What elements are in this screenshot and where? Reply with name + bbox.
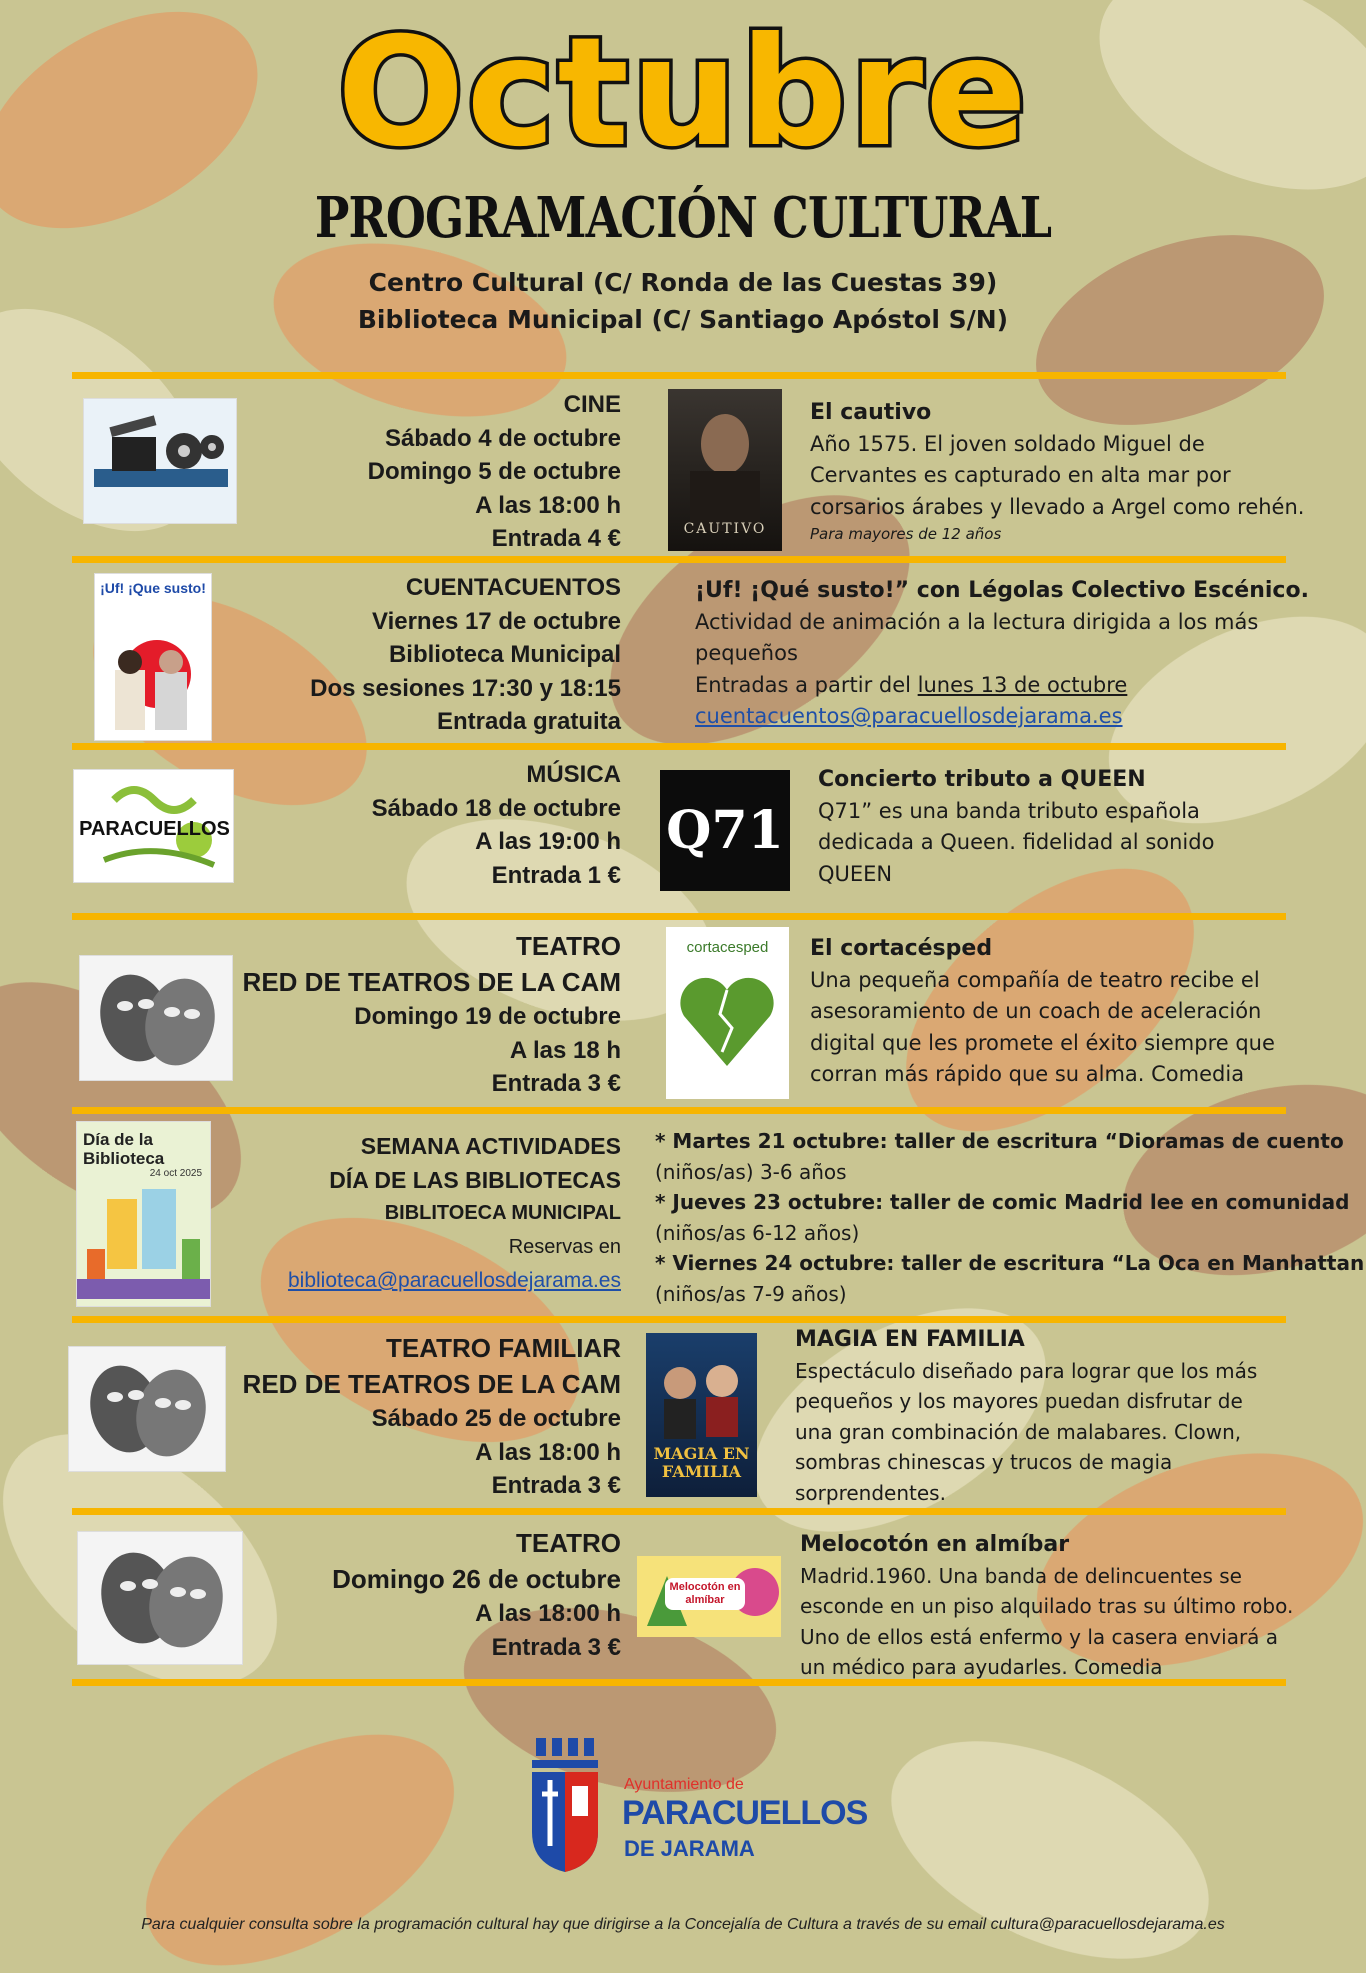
event-info-cine [368,388,621,556]
workshop-item: * Jueves 23 octubre: taller de comic Madrid lee en comunidad [655,1190,1350,1214]
event-date: Viernes 17 de octubre [372,607,621,635]
event-time: A las 18:00 h [475,1438,621,1466]
event-title: ¡Uf! ¡Qué susto!” con Légolas Colectivo Escénico. [695,578,1309,603]
event-date: Domingo 19 de octubre [354,1003,621,1030]
theater-masks-icon [68,1346,226,1472]
poster-el-cautivo [668,389,782,551]
theater-masks-icon [79,955,233,1081]
event-date: Domingo 5 de octubre [367,458,621,485]
event-description-line: pequeños [695,641,798,665]
divider [72,743,1286,750]
divider [72,556,1286,563]
event-description-line: Madrid.1960. Una banda de delincuentes se [800,1563,1242,1588]
entry-info: Entradas a partir del lunes 13 de octubre [695,672,1128,697]
event-description-line: dedicada a Queen. fidelidad al sonido [818,830,1215,854]
poster-title: Melocotón en almíbar [665,1578,745,1610]
event-price: Entrada 4 € [491,525,621,552]
page-title: Octubre [336,6,1029,180]
thumb-title: Día de la Biblioteca [83,1130,165,1168]
event-description-line: Uno de ellos está enfermo y la casera enviará a [800,1624,1279,1649]
poster-el-cortacesped [666,927,789,1099]
address-cultural-center: Centro Cultural (C/ Ronda de las Cuestas 39) [368,268,998,297]
event-price: Entrada 3 € [491,1633,621,1661]
email-link-cuentacuentos[interactable]: cuentacuentos@paracuellosdejarama.es [695,704,1123,728]
theater-masks-icon [77,1531,243,1665]
footer-contact-note: Para cualquier consulta sobre la programación cultural hay que dirigirse a la Concejalía de Cultura a través de su email cultura@paracuellosdejarama.es [141,1916,1225,1933]
reservation-label: Reservas en [508,1235,621,1258]
event-time: A las 18:00 h [475,1600,621,1627]
paracuellos-musica-logo [73,769,234,883]
workshop-list [655,1126,1364,1309]
event-description-line: Actividad de animación a la lectura dirigida a los más [695,609,1259,634]
workshop-item: * Viernes 24 octubre: taller de escritura “La Oca en Manhattan [655,1251,1365,1275]
event-date: Sábado 4 de octubre [384,424,621,452]
email-link-biblioteca[interactable]: biblioteca@paracuellosdejarama.es [287,1269,621,1292]
event-description-line: pequeños y los mayores puedan disfrutar de [795,1389,1243,1413]
event-description-line: corsarios árabes y llevado a Argel como rehén. [810,494,1305,519]
workshop-item: * Martes 21 octubre: taller de escritura “Dioramas de cuento [655,1129,1344,1153]
event-info-teatro-cam [243,928,621,1101]
paracuellos-logo [528,1736,868,1876]
poster-uf-que-susto [94,573,212,741]
event-price: Entrada 3 € [491,1472,621,1499]
event-description-line: digital que les promete el éxito siempre que [810,1030,1275,1055]
divider [72,913,1286,920]
divider [72,1508,1286,1515]
event-subcategory: DÍA DE LAS BIBLIOTECAS [329,1166,621,1193]
event-category: TEATRO FAMILIAR [386,1333,621,1363]
event-description-line: sorprendentes. [795,1480,946,1505]
thumb-subtitle: 24 oct 2025 [149,1168,202,1179]
event-date: Domingo 26 de octubre [332,1564,621,1594]
event-description-teatro [800,1530,1293,1683]
event-description-line: Q71” es una banda tributo española [818,798,1200,823]
event-description-line: una gran combinación de malabares. Clown, [795,1419,1242,1444]
poster-title: MAGIA EN FAMILIA [653,1444,750,1481]
event-time: A las 19:00 h [475,828,621,855]
event-title: Concierto tributo a QUEEN [818,767,1146,792]
entry-date: lunes 13 de octubre [917,672,1128,697]
logo-line-1: Ayuntamiento de [624,1776,744,1793]
event-title: El cautivo [810,400,932,425]
event-time: Dos sesiones 17:30 y 18:15 [310,674,621,702]
event-category: CINE [563,391,621,418]
event-network: RED DE TEATROS DE LA CAM [242,1369,621,1399]
event-description-line: Una pequeña compañía de teatro recibe el [810,967,1260,992]
event-info-cuentacuentos [310,571,621,739]
event-price: Entrada 1 € [491,861,621,889]
event-price: Entrada gratuita [436,708,621,735]
poster-title: cortacesped [686,939,769,956]
event-description-line: sombras chinescas y trucos de magia [795,1450,1173,1474]
event-venue: Biblioteca Municipal [388,641,621,668]
event-description-teatro-familiar [795,1325,1257,1508]
poster-magia-en-familia [646,1333,757,1497]
logo-line-2: PARACUELLOS [622,1794,868,1832]
event-network: RED DE TEATROS DE LA CAM [242,967,621,997]
event-category: MÚSICA [526,761,621,788]
thumb-title: ¡Uf! ¡Que susto! [100,580,206,596]
divider [72,1107,1286,1114]
event-venue: BIBLITOECA MUNICIPAL [384,1202,621,1224]
event-category: TEATRO [516,1528,621,1558]
event-description-musica [818,764,1214,890]
poster-title: Q71 [666,800,784,861]
event-description-line: esconde en un piso alquilado tras su último robo. [800,1594,1294,1618]
divider [72,1316,1286,1323]
divider [72,372,1286,379]
event-info-musica [372,758,621,892]
workshop-ages: (niños/as 6-12 años) [655,1220,860,1245]
poster-melocoton-en-almibar [637,1556,781,1637]
address-library: Biblioteca Municipal (C/ Santiago Apóstol S/N) [357,305,1009,334]
event-info-teatro-familiar [243,1330,621,1503]
event-description-line: asesoramiento de un coach de aceleración [810,999,1262,1023]
event-description-line: Cervantes es capturado en alta mar por [810,463,1231,487]
event-description-line: corran más rápido que su alma. Comedia [810,1062,1245,1086]
cinema-icon [83,398,237,524]
event-title: Melocotón en almíbar [800,1532,1070,1557]
event-category: SEMANA ACTIVIDADES [360,1133,621,1159]
event-category: TEATRO [516,931,621,961]
event-description-line: QUEEN [818,861,893,886]
workshop-ages: (niños/as 7-9 años) [655,1281,847,1306]
event-info-semana-bibliotecas [288,1130,621,1298]
event-date: Sábado 25 de octubre [371,1405,621,1432]
poster-title: CAUTIVO [683,521,767,537]
event-description-line: Año 1575. El joven soldado Miguel de [810,431,1205,456]
event-title: MAGIA EN FAMILIA [795,1327,1025,1352]
poster-q71 [660,770,790,891]
poster-dia-de-la-biblioteca [76,1121,211,1307]
event-description-cine [810,397,1304,545]
thumb-title: PARACUELLOS [79,818,230,840]
logo-line-3: DE JARAMA [624,1836,755,1861]
event-price: Entrada 3 € [491,1070,621,1097]
workshop-ages: (niños/as) 3-6 años [655,1159,847,1184]
event-title: El cortacésped [810,936,993,961]
event-category: CUENTACUENTOS [405,574,621,601]
event-description-teatro-cam [810,933,1275,1091]
age-note: Para mayores de 12 años [810,525,1002,543]
event-description-line: un médico para ayudarles. Comedia [800,1655,1163,1679]
event-info-teatro [332,1525,621,1664]
page-subtitle: PROGRAMACIÓN CULTURAL [314,185,1052,251]
event-time: A las 18:00 h [475,491,621,519]
event-description-line: Espectáculo diseñado para lograr que los más [795,1358,1258,1383]
event-date: Sábado 18 de octubre [371,794,621,822]
event-description-cuentacuentos [695,575,1309,733]
event-time: A las 18 h [509,1036,621,1064]
